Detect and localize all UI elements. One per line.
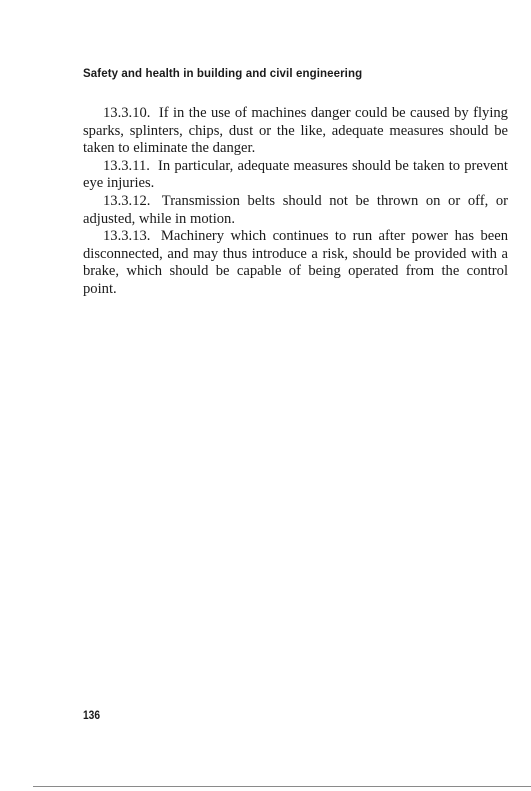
paragraph-text: Machinery which continues to run after power has been disconnected, and may thus introduce a risk, should be provided with a brake, which should be capable of being operated from the control point. [83, 228, 508, 297]
paragraph-number: 13.3.13. [103, 228, 151, 245]
paragraph-text: If in the use of machines danger could be caused by flying sparks, splinters, chips, dust or the like, adequate measures should be taken to eliminate the danger. [83, 105, 508, 157]
paragraph-13-3-12 [83, 193, 508, 228]
paragraph-13-3-13 [83, 228, 508, 298]
running-header: Safety and health in building and civil engineering [83, 68, 363, 80]
paragraph-13-3-11 [83, 158, 508, 193]
page-edge-rule [33, 786, 531, 787]
paragraph-text: Transmission belts should not be thrown on or off, or adjusted, while in motion. [83, 192, 508, 227]
paragraph-13-3-10 [83, 105, 508, 158]
paragraph-number: 13.3.12. [103, 192, 151, 209]
paragraph-number: 13.3.11. [103, 157, 150, 174]
page-number: 136 [83, 708, 101, 722]
body-text [83, 105, 508, 299]
paragraph-number: 13.3.10. [103, 105, 151, 121]
paragraph-text: In particular, adequate measures should be taken to prevent eye injuries. [83, 157, 508, 192]
